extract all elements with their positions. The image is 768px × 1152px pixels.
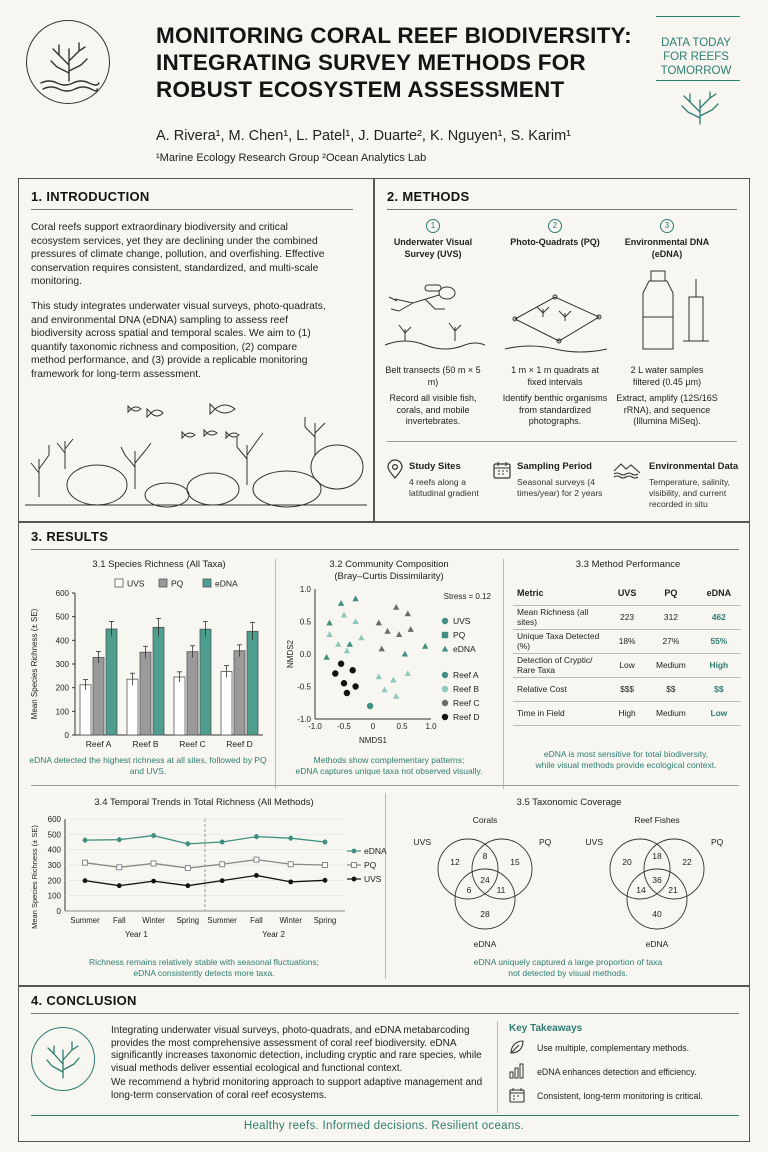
bar bbox=[153, 627, 164, 735]
data-point bbox=[323, 654, 329, 660]
chart-caption bbox=[39, 957, 369, 979]
data-marker bbox=[117, 865, 122, 870]
data-marker bbox=[220, 862, 225, 867]
data-point bbox=[352, 683, 358, 689]
x-tick-label: Reef B bbox=[132, 739, 159, 749]
bar-chart-icon bbox=[509, 1063, 525, 1079]
table-cell: 223 bbox=[609, 605, 645, 629]
column-header: eDNA bbox=[697, 581, 741, 605]
caption-line: eDNA is most sensitive for total biodiversity, bbox=[543, 749, 709, 759]
data-marker bbox=[151, 879, 156, 884]
chart-caption bbox=[403, 957, 733, 979]
chart-caption bbox=[509, 749, 743, 771]
bar bbox=[187, 652, 198, 735]
y-tick-label: 200 bbox=[47, 876, 61, 886]
table-cell: 55% bbox=[697, 629, 741, 653]
data-marker bbox=[185, 883, 190, 888]
divider bbox=[275, 559, 276, 789]
y-tick-label: 300 bbox=[47, 861, 61, 870]
group-label: Year 2 bbox=[262, 930, 285, 939]
legend-marker bbox=[442, 632, 448, 638]
method-spec: 1 m × 1 m quadrats at fixed intervals bbox=[511, 365, 599, 387]
caption-line: eDNA captures unique taxa not observed visually. bbox=[295, 766, 483, 776]
results-panel bbox=[18, 522, 750, 986]
data-point bbox=[390, 677, 396, 683]
venn-count: 11 bbox=[496, 885, 506, 895]
data-point bbox=[381, 687, 387, 693]
divider bbox=[387, 209, 737, 210]
method-spec: 2 L water samples filtered (0.45 µm) bbox=[630, 365, 704, 387]
title-line: ROBUST ECOSYSTEM ASSESSMENT bbox=[156, 77, 565, 102]
takeaways-heading: Key Takeaways bbox=[509, 1023, 583, 1034]
venn-count: 21 bbox=[668, 885, 678, 895]
venn-diagrams bbox=[393, 811, 743, 957]
legend-label: Reef A bbox=[453, 670, 479, 680]
x-tick-label: Reef A bbox=[85, 739, 112, 749]
calendar-icon bbox=[509, 1087, 525, 1103]
venn-count: 36 bbox=[652, 875, 662, 885]
x-tick-label: Summer bbox=[207, 916, 237, 925]
data-point bbox=[338, 661, 344, 667]
legend-marker bbox=[352, 877, 357, 882]
data-point bbox=[393, 693, 399, 699]
section-heading: 4. CONCLUSION bbox=[31, 993, 137, 1008]
venn-count: 14 bbox=[636, 885, 646, 895]
map-pin-icon bbox=[387, 461, 403, 479]
chart-caption bbox=[281, 755, 497, 777]
bar bbox=[106, 629, 117, 735]
data-marker bbox=[83, 838, 88, 843]
venn-count: 8 bbox=[482, 851, 488, 861]
species-richness-chart bbox=[27, 573, 271, 755]
data-point bbox=[393, 604, 399, 610]
legend-label: eDNA bbox=[215, 578, 238, 589]
method-desc: Record all visible fish, corals, and mobile invertebrates. bbox=[389, 393, 477, 426]
legend-marker bbox=[352, 849, 357, 854]
bar bbox=[247, 631, 258, 735]
step-badge: 1 bbox=[426, 219, 440, 233]
data-point bbox=[352, 596, 358, 602]
nmds-chart bbox=[281, 583, 499, 751]
table-cell: 312 bbox=[645, 605, 697, 629]
legend-marker bbox=[442, 700, 448, 706]
data-marker bbox=[288, 836, 293, 841]
data-marker bbox=[323, 878, 328, 883]
x-tick-label: Fall bbox=[250, 916, 263, 925]
takeaway-text: Consistent, long-term monitoring is critical. bbox=[537, 1091, 703, 1101]
data-point bbox=[384, 628, 390, 634]
y-tick-label: 400 bbox=[47, 845, 61, 855]
venn-count: 20 bbox=[622, 857, 632, 867]
data-point bbox=[396, 631, 402, 637]
conclusion-paragraph: Integrating underwater visual surveys, photo-quadrats, and eDNA metabarcoding provides the most comprehensive assessment of coral reef biodiversity. eDNA significantly increases taxonomic detection, including cryptic and rare species, while visual methods deliver essential ecological and functional context. bbox=[111, 1025, 482, 1074]
x-axis-label: NMDS1 bbox=[358, 736, 388, 745]
x-tick-label: Reef C bbox=[179, 739, 206, 749]
caption-line: while visual methods provide ecological context. bbox=[535, 760, 717, 770]
method-title: Underwater Visual Survey (UVS) bbox=[393, 237, 473, 259]
legend-label: eDNA bbox=[453, 644, 476, 654]
venn-title: Corals bbox=[472, 815, 498, 825]
table-cell: Medium bbox=[645, 701, 697, 725]
legend-swatch bbox=[159, 579, 167, 587]
legend-marker bbox=[442, 646, 448, 652]
chart-title: 3.5 Taxonomic Coverage bbox=[516, 797, 622, 808]
column-header: Metric bbox=[513, 581, 609, 605]
bar bbox=[234, 651, 245, 735]
info-title: Sampling Period bbox=[517, 461, 592, 472]
legend-marker bbox=[442, 686, 448, 692]
data-point bbox=[326, 620, 332, 626]
intro-paragraph: This study integrates underwater visual surveys, photo-quadrats, and environmental DNA (eDNA) sampling to assess reef biodiversity across spatial and temporal scales. We aim to (1) quantify taxonomic richness and composition, (2) compare method performance, and (3) provide a replicable monitoring framework for long-term assessment. bbox=[31, 301, 326, 380]
takeaway-text: Use multiple, complementary methods. bbox=[537, 1043, 690, 1053]
coral-icon bbox=[672, 86, 728, 126]
caption-line: eDNA consistently detects more taxa. bbox=[133, 968, 275, 978]
authors: A. Rivera¹, M. Chen¹, L. Patel¹, J. Duarte², K. Nguyen¹, S. Karim¹ bbox=[156, 128, 571, 144]
diver-icon bbox=[385, 269, 485, 355]
table-row bbox=[513, 653, 741, 677]
chart-title: 3.1 Species Richness (All Taxa) bbox=[92, 559, 226, 570]
method-spec: Belt transects (50 m × 5 m) bbox=[385, 365, 481, 387]
tagline-rule bbox=[656, 80, 740, 81]
waves-icon bbox=[613, 461, 641, 479]
info-text: Seasonal surveys (4 times/year) for 2 years bbox=[517, 477, 603, 498]
data-marker bbox=[220, 878, 225, 883]
info-title: Study Sites bbox=[409, 461, 461, 472]
data-point bbox=[405, 611, 411, 617]
table-cell: Low bbox=[697, 701, 741, 725]
data-marker bbox=[288, 879, 293, 884]
method-desc: Extract, amplify (12S/16S rRNA), and sequence (Illumina MiSeq). bbox=[616, 393, 718, 426]
bar bbox=[93, 657, 104, 735]
data-point bbox=[344, 648, 350, 654]
divider bbox=[385, 793, 386, 979]
group-label: Year 1 bbox=[125, 930, 148, 939]
legend-marker bbox=[352, 863, 357, 868]
table-cell: $$ bbox=[645, 677, 697, 701]
x-tick-label: Reef D bbox=[226, 739, 253, 749]
x-tick-label: Spring bbox=[176, 916, 200, 925]
set-label: PQ bbox=[539, 837, 552, 847]
table-cell: $$$ bbox=[609, 677, 645, 701]
bar bbox=[80, 685, 91, 735]
chart-title-line: 3.2 Community Composition bbox=[329, 559, 449, 570]
legend-swatch bbox=[203, 579, 211, 587]
data-point bbox=[376, 620, 382, 626]
caption-line: eDNA uniquely captured a large proportion of taxa bbox=[473, 957, 663, 967]
y-tick-label: 100 bbox=[55, 707, 69, 717]
data-point bbox=[352, 618, 358, 624]
takeaway-text: eDNA enhances detection and efficiency. bbox=[537, 1067, 697, 1077]
poster-title bbox=[156, 22, 646, 103]
legend-label: PQ bbox=[171, 578, 184, 589]
y-tick-label: 200 bbox=[55, 683, 69, 693]
table-cell: 462 bbox=[697, 605, 741, 629]
method-title: Environmental DNA (eDNA) bbox=[624, 237, 710, 259]
venn-title: Reef Fishes bbox=[634, 815, 680, 825]
title-line: INTEGRATING SURVEY METHODS FOR bbox=[156, 50, 586, 75]
x-tick-label: -1.0 bbox=[308, 722, 322, 731]
table-cell: High bbox=[697, 653, 741, 677]
set-label: eDNA bbox=[473, 939, 497, 949]
method-title: Photo-Quadrats (PQ) bbox=[510, 237, 600, 247]
legend-label: Reef B bbox=[453, 684, 479, 694]
legend-label: eDNA bbox=[364, 846, 387, 856]
table-cell: Medium bbox=[645, 653, 697, 677]
section-heading: 2. METHODS bbox=[387, 189, 470, 204]
data-point bbox=[338, 600, 344, 606]
venn-count: 24 bbox=[480, 875, 490, 885]
legend-swatch bbox=[115, 579, 123, 587]
set-label: UVS bbox=[413, 837, 431, 847]
y-tick-label: 0.0 bbox=[299, 650, 311, 659]
y-tick-label: 600 bbox=[55, 589, 69, 598]
y-tick-label: 0 bbox=[56, 907, 61, 916]
x-tick-label: -0.5 bbox=[337, 722, 351, 731]
chart-title bbox=[283, 559, 495, 583]
data-point bbox=[358, 635, 364, 641]
table-row bbox=[513, 605, 741, 629]
divider bbox=[31, 1013, 739, 1014]
venn-count: 12 bbox=[450, 857, 460, 867]
title-line: MONITORING CORAL REEF BIODIVERSITY: bbox=[156, 23, 632, 48]
header bbox=[0, 0, 768, 178]
table-cell: $$ bbox=[697, 677, 741, 701]
column-header: PQ bbox=[645, 581, 697, 605]
intro-paragraph: Coral reefs support extraordinary biodiversity and critical ecosystem services, yet they are declining under the combined pressures of climate change, pollution, and overfishing. Effective conservation requires consistent, standardized, and multi-scale monitoring. bbox=[31, 222, 325, 288]
table-cell: Mean Richness (all sites) bbox=[513, 605, 609, 629]
x-tick-label: Winter bbox=[142, 916, 165, 925]
y-tick-label: 1.0 bbox=[299, 585, 311, 594]
y-tick-label: 0.5 bbox=[299, 617, 311, 627]
y-tick-label: 300 bbox=[55, 660, 69, 669]
info-text: Temperature, salinity, visibility, and current recorded in situ bbox=[649, 477, 731, 509]
method-desc: Identify benthic organisms from standardized photographs. bbox=[502, 393, 608, 426]
legend-label: PQ bbox=[364, 860, 377, 870]
divider bbox=[387, 441, 737, 442]
table-cell: High bbox=[609, 701, 645, 725]
venn-count: 40 bbox=[652, 909, 662, 919]
venn-count: 22 bbox=[682, 857, 692, 867]
info-title: Environmental Data bbox=[649, 461, 739, 472]
venn-count: 28 bbox=[480, 909, 490, 919]
table-cell: Detection of Cryptic/ Rare Taxa bbox=[513, 653, 609, 677]
leaf-icon bbox=[509, 1039, 525, 1055]
data-marker bbox=[220, 840, 225, 845]
x-tick-label: Summer bbox=[70, 916, 100, 925]
tagline-rule bbox=[656, 16, 740, 17]
chart-title: 3.4 Temporal Trends in Total Richness (All Methods) bbox=[94, 797, 314, 808]
data-marker bbox=[83, 878, 88, 883]
bar bbox=[140, 652, 151, 735]
table-cell: 27% bbox=[645, 629, 697, 653]
chart-title: 3.3 Method Performance bbox=[575, 559, 681, 570]
data-marker bbox=[117, 883, 122, 888]
table-row bbox=[513, 677, 741, 701]
x-tick-label: Winter bbox=[279, 916, 302, 925]
y-tick-label: -0.5 bbox=[297, 682, 311, 692]
venn-count: 15 bbox=[510, 857, 520, 867]
stress-label: Stress = 0.12 bbox=[443, 592, 491, 601]
legend-label: Reef C bbox=[453, 698, 480, 708]
table-cell: Time in Field bbox=[513, 701, 609, 725]
bar bbox=[200, 629, 211, 735]
data-marker bbox=[254, 873, 259, 878]
y-tick-label: 500 bbox=[47, 830, 61, 840]
data-marker bbox=[83, 860, 88, 865]
divider bbox=[31, 209, 353, 210]
legend-label: UVS bbox=[364, 874, 382, 884]
data-point bbox=[335, 641, 341, 647]
section-heading: 1. INTRODUCTION bbox=[31, 189, 150, 204]
data-point bbox=[332, 670, 338, 676]
conclusion-panel bbox=[18, 986, 750, 1142]
table-cell: Low bbox=[609, 653, 645, 677]
data-marker bbox=[185, 866, 190, 871]
data-marker bbox=[254, 857, 259, 862]
data-point bbox=[379, 646, 385, 652]
data-point bbox=[350, 667, 356, 673]
bar bbox=[221, 672, 232, 735]
legend-marker bbox=[442, 618, 448, 624]
data-point bbox=[341, 612, 347, 618]
data-point bbox=[326, 631, 332, 637]
y-tick-label: 100 bbox=[47, 891, 61, 901]
step-badge: 3 bbox=[660, 219, 674, 233]
data-point bbox=[408, 626, 414, 632]
data-point bbox=[344, 690, 350, 696]
y-axis-label: NMDS2 bbox=[286, 639, 295, 669]
data-marker bbox=[323, 863, 328, 868]
data-marker bbox=[185, 841, 190, 846]
table-row bbox=[513, 701, 741, 725]
caption-line: not detected by visual methods. bbox=[508, 968, 628, 978]
intro-panel bbox=[18, 178, 374, 522]
bar bbox=[174, 677, 185, 735]
divider bbox=[503, 559, 504, 789]
data-marker bbox=[254, 834, 259, 839]
section-heading: 3. RESULTS bbox=[31, 529, 109, 544]
x-tick-label: Spring bbox=[313, 916, 337, 925]
data-marker bbox=[288, 862, 293, 867]
table-cell: Unique Taxa Detected (%) bbox=[513, 629, 609, 653]
methods-panel bbox=[374, 178, 750, 522]
data-marker bbox=[117, 837, 122, 842]
bar bbox=[127, 679, 138, 735]
caption-line: Methods show complementary patterns; bbox=[313, 755, 465, 765]
venn-count: 18 bbox=[652, 851, 662, 861]
calendar-icon bbox=[493, 461, 511, 479]
data-marker bbox=[151, 833, 156, 838]
x-tick-label: 1.0 bbox=[425, 722, 437, 731]
divider bbox=[31, 785, 739, 786]
divider bbox=[497, 1021, 498, 1113]
data-marker bbox=[151, 861, 156, 866]
legend-label: Reef D bbox=[453, 712, 480, 722]
chart-title-line: (Bray–Curtis Dissimilarity) bbox=[334, 571, 444, 582]
affiliations: ¹Marine Ecology Research Group ²Ocean Analytics Lab bbox=[156, 152, 427, 164]
method-performance-table bbox=[513, 581, 741, 726]
set-label: UVS bbox=[585, 837, 603, 847]
legend-marker bbox=[442, 672, 448, 678]
table-row bbox=[513, 629, 741, 653]
tagline-line: DATA TODAY bbox=[661, 37, 731, 49]
chart-caption: eDNA detected the highest richness at all sites, followed by PQ and UVS. bbox=[29, 755, 267, 776]
conclusion-paragraph: We recommend a hybrid monitoring approach to support adaptive management and long-term conservation of coral reef ecosystems. bbox=[111, 1077, 483, 1101]
data-point bbox=[422, 643, 428, 649]
tagline-line: FOR REEFS bbox=[663, 51, 729, 63]
data-point bbox=[376, 674, 382, 680]
y-tick-label: 500 bbox=[55, 612, 69, 622]
set-label: PQ bbox=[711, 837, 724, 847]
step-badge: 2 bbox=[548, 219, 562, 233]
table-cell: Relative Cost bbox=[513, 677, 609, 701]
tagline-line: TOMORROW bbox=[660, 65, 732, 77]
data-point bbox=[405, 670, 411, 676]
divider bbox=[31, 1115, 739, 1116]
y-tick-label: 0 bbox=[64, 731, 69, 740]
reef-illustration bbox=[25, 389, 367, 509]
data-point bbox=[367, 703, 373, 709]
temporal-trends-chart bbox=[25, 811, 387, 957]
divider bbox=[31, 549, 739, 550]
column-header: UVS bbox=[609, 581, 645, 605]
data-point bbox=[347, 641, 353, 647]
footer-slogan: Healthy reefs. Informed decisions. Resilient oceans. bbox=[243, 1120, 525, 1132]
table-header-row bbox=[513, 581, 741, 605]
y-tick-label: 400 bbox=[55, 636, 69, 646]
y-axis-label: Mean Species Richness (± SE) bbox=[30, 608, 39, 720]
caption-line: Richness remains relatively stable with seasonal fluctuations; bbox=[88, 957, 320, 967]
quadrat-icon bbox=[503, 269, 609, 355]
legend-label: UVS bbox=[453, 616, 471, 626]
y-axis-label: Mean Species Richness (± SE) bbox=[30, 825, 39, 929]
coral-logo-icon bbox=[26, 20, 110, 104]
data-marker bbox=[323, 840, 328, 845]
x-tick-label: 0.5 bbox=[396, 722, 408, 731]
coral-icon bbox=[31, 1027, 95, 1091]
set-label: eDNA bbox=[645, 939, 669, 949]
y-tick-label: 600 bbox=[47, 815, 61, 824]
data-point bbox=[341, 680, 347, 686]
tagline bbox=[646, 20, 746, 78]
table-cell: 18% bbox=[609, 629, 645, 653]
legend-marker bbox=[442, 714, 448, 720]
info-text: 4 reefs along a latitudinal gradient bbox=[409, 477, 479, 498]
y-tick-label: -1.0 bbox=[297, 715, 311, 724]
water-sample-icon bbox=[623, 267, 719, 357]
legend-label: UVS bbox=[127, 578, 145, 589]
data-point bbox=[402, 651, 408, 657]
legend-label: PQ bbox=[453, 630, 466, 640]
x-tick-label: Fall bbox=[112, 916, 126, 925]
x-tick-label: 0 bbox=[370, 722, 376, 731]
venn-count: 6 bbox=[466, 885, 472, 895]
